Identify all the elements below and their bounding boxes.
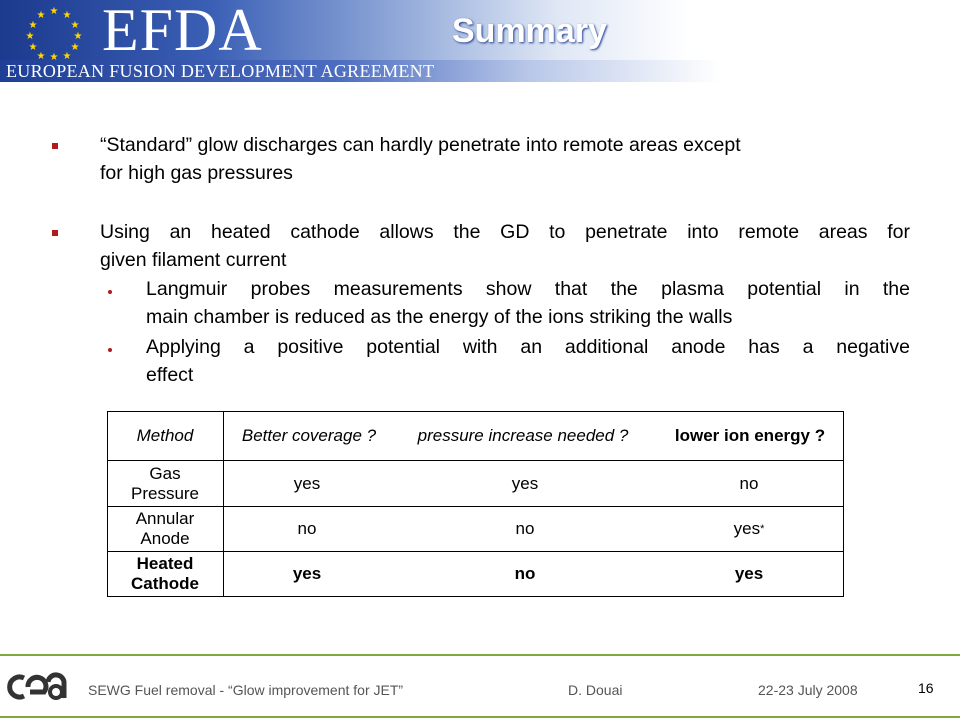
row-2-ion-energy: yes [733, 519, 761, 538]
svg-text:★: ★ [28, 20, 38, 31]
page-number: 16 [918, 680, 934, 696]
table-rule-right [843, 411, 844, 597]
bullet-1 [100, 131, 910, 187]
header-ion-energy: lower ion energy ? [674, 425, 826, 445]
bullet-2-line-1: Using an heated cathode allows the GD to penetrate into remote areas for [100, 221, 910, 243]
row-2-ion-energy-cell [689, 507, 809, 551]
efda-logo: EFDA [102, 0, 263, 63]
footer-rule-bottom [0, 716, 960, 718]
sub-bullet-dot-icon [108, 348, 112, 352]
row-3-method: Heated Cathode [131, 554, 199, 593]
svg-text:★: ★ [70, 42, 80, 53]
eu-stars-icon [22, 4, 86, 60]
footer-event: SEWG Fuel removal - “Glow improvement for JET” [88, 682, 404, 698]
bullet-2-line-2: given filament current [100, 249, 287, 271]
footer-date: 22-23 July 2008 [758, 682, 858, 698]
sub-bullet-1 [146, 275, 910, 331]
row-1-method: Gas Pressure [130, 463, 200, 503]
slide-title: Summary [452, 12, 607, 50]
footer-rule-top [0, 654, 960, 656]
row-1-coverage: yes [293, 473, 321, 493]
svg-text:★: ★ [62, 51, 72, 60]
row-1-ion-energy: no [739, 473, 759, 493]
row-2-coverage: no [297, 519, 317, 538]
svg-text:★: ★ [49, 52, 59, 60]
svg-text:★: ★ [49, 6, 59, 17]
table-rule-col [223, 411, 224, 597]
bullet-2 [100, 218, 910, 274]
svg-text:★: ★ [25, 31, 35, 42]
sub-bullet-1-line-2: main chamber is reduced as the energy of the ions striking the walls [146, 306, 733, 328]
header-banner [0, 0, 960, 82]
bullet-1-line-1: “Standard” glow discharges can hardly penetrate into remote areas except [100, 134, 741, 156]
cea-logo-icon [4, 668, 68, 706]
svg-text:★: ★ [70, 20, 80, 31]
svg-text:★: ★ [36, 10, 46, 21]
bullet-square-icon [52, 143, 58, 149]
row-3-pressure: no [514, 564, 536, 583]
svg-text:★: ★ [36, 51, 46, 60]
sub-bullet-2 [146, 333, 910, 389]
efda-subtitle: EUROPEAN FUSION DEVELOPMENT AGREEMENT [6, 61, 435, 81]
row-2-pressure: no [515, 519, 535, 538]
row-3-ion-energy: yes [734, 564, 764, 583]
bullet-square-icon [52, 230, 58, 236]
svg-text:★: ★ [28, 42, 38, 53]
header-coverage: Better coverage ? [241, 425, 377, 445]
sub-bullet-2-line-1: Applying a positive potential with an additional anode has a negative [146, 336, 910, 358]
header-method: Method [136, 425, 194, 445]
row-2-method: Annular Anode [135, 509, 195, 548]
svg-text:★: ★ [62, 10, 72, 21]
row-1-pressure: yes [511, 473, 539, 493]
header-pressure: pressure increase needed ? [417, 425, 629, 445]
bullet-1-line-2: for high gas pressures [100, 162, 293, 184]
footer-author: D. Douai [568, 682, 623, 698]
sub-bullet-dot-icon [108, 290, 112, 294]
row-2-ion-energy-mark: * [760, 523, 765, 535]
sub-bullet-2-line-2: effect [146, 364, 194, 386]
row-3-coverage: yes [292, 564, 322, 583]
svg-text:★: ★ [73, 31, 83, 42]
comparison-table [107, 411, 844, 597]
sub-bullet-1-line-1: Langmuir probes measurements show that the plasma potential in the [146, 278, 910, 300]
table-rule-bottom [107, 596, 844, 597]
